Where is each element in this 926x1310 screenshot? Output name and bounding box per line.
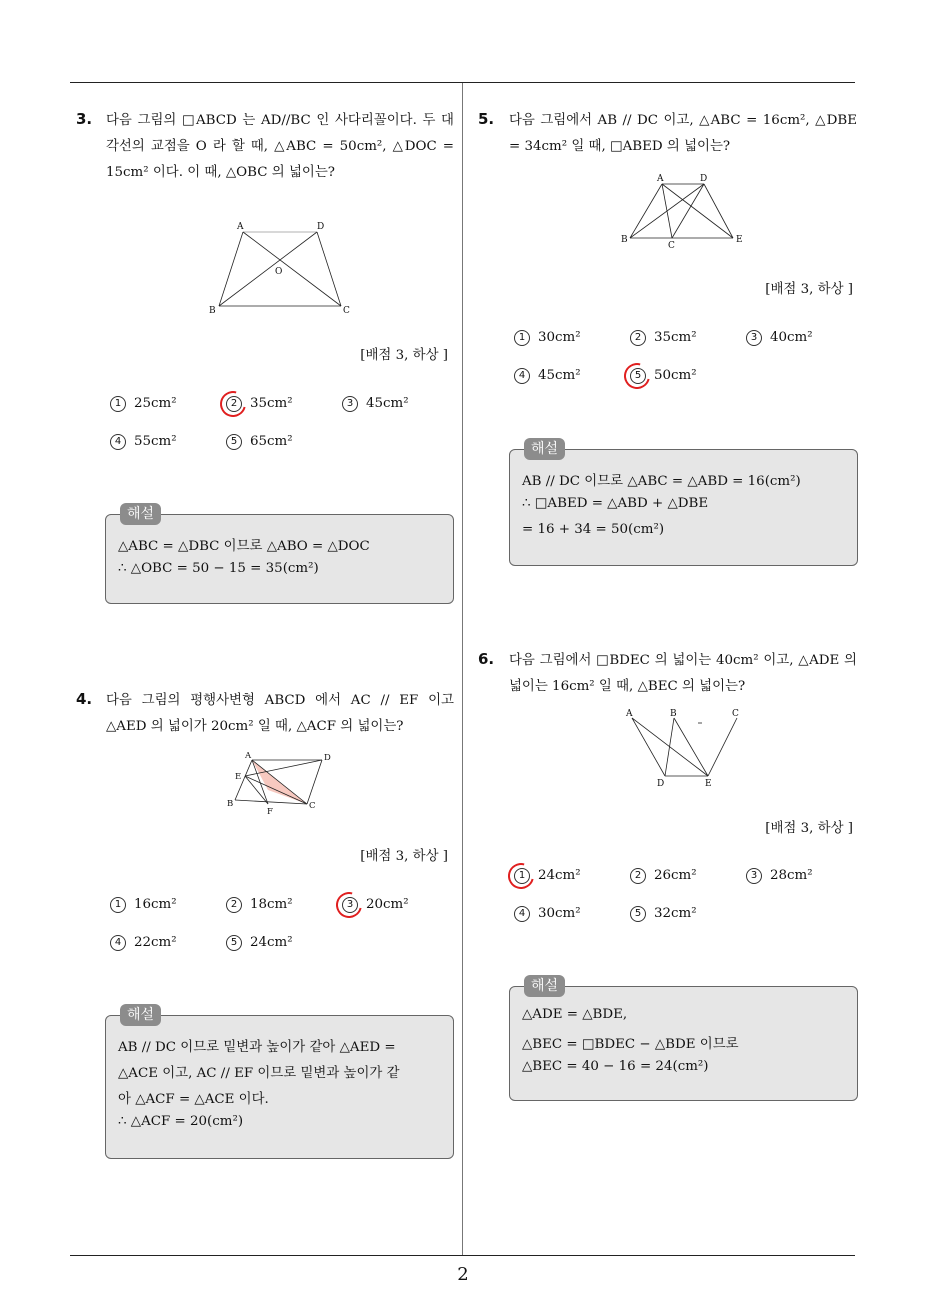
trapezoid-figure — [205, 218, 355, 318]
label-A: A — [657, 174, 664, 184]
label-C: C — [343, 306, 350, 316]
solution-box — [105, 1007, 454, 1159]
bottom-rule — [70, 1255, 855, 1256]
option-3[interactable]: 3 40cm² — [746, 330, 813, 346]
solution-line: △BEC = □BDEC − △BDE 이므로 — [522, 1037, 739, 1052]
score-label: [배점 3, 하상 ] — [360, 849, 448, 864]
solution-line: △ACE 이고, AC // EF 이므로 밑변과 높이가 같 — [118, 1066, 400, 1081]
label-A: A — [626, 709, 633, 719]
option-2[interactable]: 2 35cm² — [226, 396, 293, 412]
solution-box — [105, 506, 454, 604]
solution-line: △BEC = 40 − 16 = 24(cm²) — [522, 1059, 709, 1074]
answer-mark — [331, 887, 367, 923]
option-2[interactable]: 2 26cm² — [630, 868, 697, 884]
question-text: 다음 그림에서 □BDEC 의 넓이는 40cm² 이고, △ADE 의 넓이는 16cm² 일 때, △BEC 의 넓이는? — [509, 653, 857, 694]
label-O: O — [275, 267, 283, 277]
label-C: C — [732, 709, 739, 719]
label-D: D — [700, 174, 708, 184]
option-3[interactable]: 3 45cm² — [342, 396, 409, 412]
solution-box — [509, 978, 858, 1101]
label-B: B — [621, 235, 628, 245]
option-3[interactable]: 3 20cm² — [342, 897, 409, 913]
solution-line: AB // DC 이므로 △ABC = △ABD = 16(cm²) — [522, 474, 801, 489]
option-1[interactable]: 1 30cm² — [514, 330, 581, 346]
label-B: B — [227, 799, 234, 809]
solution-tag: 해설 — [120, 1004, 161, 1026]
option-5[interactable]: 5 50cm² — [630, 368, 697, 384]
label-B: B — [209, 306, 216, 316]
label-E: E — [235, 772, 242, 782]
solution-tag: 해설 — [524, 975, 565, 997]
option-3[interactable]: 3 28cm² — [746, 868, 813, 884]
option-2[interactable]: 2 18cm² — [226, 897, 293, 913]
solution-line: △ABC = △DBC 이므로 △ABO = △DOC — [118, 539, 370, 554]
option-5[interactable]: 5 24cm² — [226, 935, 293, 951]
option-4[interactable]: 4 22cm² — [110, 935, 177, 951]
column-divider — [462, 83, 463, 1255]
question-number: 5. — [478, 110, 495, 128]
score-label: [배점 3, 하상 ] — [360, 348, 448, 363]
answer-mark — [619, 358, 655, 394]
label-D: D — [657, 779, 665, 789]
question-number: 4. — [76, 690, 93, 708]
option-1[interactable]: 1 25cm² — [110, 396, 177, 412]
answer-mark — [215, 386, 251, 422]
score-label: [배점 3, 하상 ] — [765, 282, 853, 297]
page-number: 2 — [457, 1264, 469, 1285]
answer-mark — [503, 858, 539, 894]
label-C: C — [309, 801, 316, 811]
score-label: [배점 3, 하상 ] — [765, 821, 853, 836]
label-E: E — [705, 779, 712, 789]
question-text: 다음 그림의 □ABCD 는 AD//BC 인 사다리꼴이다. 두 대각선의 교점을 O 라 할 때, △ABC = 50cm², △DOC = 15cm² 이다. 이 때, △OBC 의 넓이는? — [106, 113, 454, 180]
solution-box — [509, 441, 858, 566]
label-C: C — [668, 241, 675, 251]
parallelogram-figure — [225, 748, 340, 818]
option-1[interactable]: 1 16cm² — [110, 897, 177, 913]
solution-line: ∴ △OBC = 50 − 15 = 35(cm²) — [118, 561, 319, 576]
solution-line: AB // DC 이므로 밑변과 높이가 같아 △AED = — [118, 1040, 396, 1055]
label-A: A — [245, 751, 252, 761]
solution-line: 아 △ACF = △ACE 이다. — [118, 1092, 269, 1107]
label-B: B — [670, 709, 677, 719]
option-5[interactable]: 5 32cm² — [630, 906, 697, 922]
question-text: 다음 그림의 평행사변형 ABCD 에서 AC // EF 이고 △AED 의 넓이가 20cm² 일 때, △ACF 의 넓이는? — [106, 693, 454, 734]
solution-tag: 해설 — [524, 438, 565, 460]
option-1[interactable]: 1 24cm² — [514, 868, 581, 884]
solution-line: △ADE = △BDE, — [522, 1007, 628, 1022]
label-F: F — [267, 807, 273, 817]
question-text: 다음 그림에서 AB // DC 이고, △ABC = 16cm², △DBE = 34cm² 일 때, □ABED 의 넓이는? — [509, 113, 857, 154]
option-4[interactable]: 4 30cm² — [514, 906, 581, 922]
solution-line: ∴ △ACF = 20(cm²) — [118, 1114, 244, 1129]
option-4[interactable]: 4 45cm² — [514, 368, 581, 384]
label-E: E — [736, 235, 743, 245]
label-A: A — [237, 222, 244, 232]
option-2[interactable]: 2 35cm² — [630, 330, 697, 346]
solution-line: ∴ □ABED = △ABD + △DBE — [522, 496, 709, 511]
option-4[interactable]: 4 55cm² — [110, 434, 177, 450]
solution-line: = 16 + 34 = 50(cm²) — [522, 522, 665, 537]
question-number: 3. — [76, 110, 93, 128]
solution-tag: 해설 — [120, 503, 161, 525]
option-5[interactable]: 5 65cm² — [226, 434, 293, 450]
question-number: 6. — [478, 650, 495, 668]
trapezoid-figure — [618, 170, 753, 252]
triangle-figure — [620, 706, 750, 790]
label-D: D — [324, 753, 331, 763]
label-D: D — [317, 222, 325, 232]
